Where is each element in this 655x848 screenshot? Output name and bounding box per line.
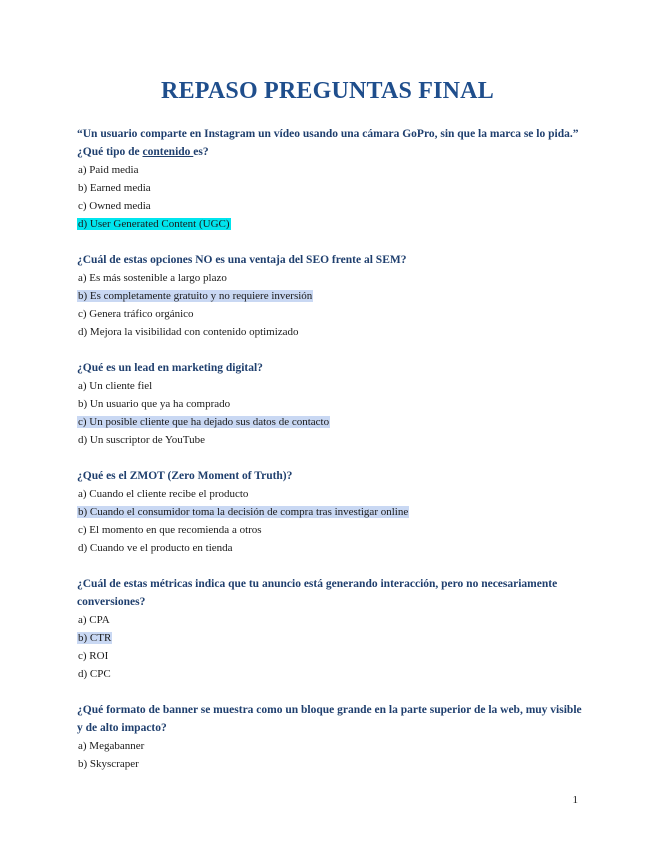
question-3-text: ¿Qué es un lead en marketing digital? bbox=[77, 362, 263, 374]
question-6-option-a: a) Megabanner bbox=[78, 740, 145, 752]
question-6-text-line-2: y de alto impacto? bbox=[77, 722, 167, 734]
question-4-option-c: c) El momento en que recomienda a otros bbox=[78, 524, 262, 536]
question-1-text-start: ¿Qué tipo de bbox=[77, 146, 143, 158]
question-3-option-c-highlighted: c) Un posible cliente que ha dejado sus datos de contacto bbox=[78, 416, 330, 428]
question-1-scenario: “Un usuario comparte en Instagram un vídeo usando una cámara GoPro, sin que la marca se lo pida.” bbox=[77, 128, 579, 140]
question-5-option-b-highlighted: b) CTR bbox=[78, 632, 112, 644]
page-number: 1 bbox=[572, 794, 578, 806]
question-5-option-a: a) CPA bbox=[78, 614, 110, 626]
question-4-option-b-highlighted: b) Cuando el consumidor toma la decisión de compra tras investigar online bbox=[78, 506, 409, 518]
question-2-option-b-highlighted: b) Es completamente gratuito y no requiere inversión bbox=[78, 290, 313, 302]
question-3-option-b: b) Un usuario que ya ha comprado bbox=[78, 398, 231, 410]
question-5-text-line-1: ¿Cuál de estas métricas indica que tu anuncio está generando interacción, pero no necesariamente bbox=[77, 578, 558, 590]
question-5-text-line-2: conversiones? bbox=[77, 596, 146, 608]
question-3-option-a: a) Un cliente fiel bbox=[78, 380, 153, 392]
question-2-option-a: a) Es más sostenible a largo plazo bbox=[78, 272, 227, 284]
question-1-option-c: c) Owned media bbox=[78, 200, 151, 212]
question-5-option-c: c) ROI bbox=[78, 650, 109, 662]
question-1-text bbox=[77, 143, 597, 161]
question-4-option-d: d) Cuando ve el producto en tienda bbox=[78, 542, 233, 554]
question-1-option-b: b) Earned media bbox=[78, 182, 151, 194]
question-block-6 bbox=[77, 701, 597, 773]
question-2-option-c: c) Genera tráfico orgánico bbox=[78, 308, 194, 320]
question-block-1 bbox=[77, 125, 597, 233]
question-3-option-d: d) Un suscriptor de YouTube bbox=[78, 434, 206, 446]
question-block-5 bbox=[77, 575, 597, 683]
question-1-underlined-word: contenido bbox=[142, 146, 194, 158]
question-6-text-line-1: ¿Qué formato de banner se muestra como un bloque grande en la parte superior de la web, muy visible bbox=[77, 704, 582, 716]
document-title: REPASO PREGUNTAS FINAL bbox=[161, 78, 494, 104]
question-1-text-end: es? bbox=[193, 146, 209, 158]
question-1-option-a: a) Paid media bbox=[78, 164, 139, 176]
question-1-option-d-highlighted: d) User Generated Content (UGC) bbox=[78, 218, 230, 230]
question-block-4 bbox=[77, 467, 597, 557]
question-block-3 bbox=[77, 359, 597, 449]
question-4-text: ¿Qué es el ZMOT (Zero Moment of Truth)? bbox=[77, 470, 293, 482]
question-block-2 bbox=[77, 251, 597, 341]
document-content bbox=[77, 125, 597, 791]
question-6-option-b: b) Skyscraper bbox=[78, 758, 139, 770]
question-4-option-a: a) Cuando el cliente recibe el producto bbox=[78, 488, 249, 500]
question-2-option-d: d) Mejora la visibilidad con contenido optimizado bbox=[78, 326, 299, 338]
question-2-text: ¿Cuál de estas opciones NO es una ventaja del SEO frente al SEM? bbox=[77, 254, 407, 266]
question-5-option-d: d) CPC bbox=[78, 668, 111, 680]
